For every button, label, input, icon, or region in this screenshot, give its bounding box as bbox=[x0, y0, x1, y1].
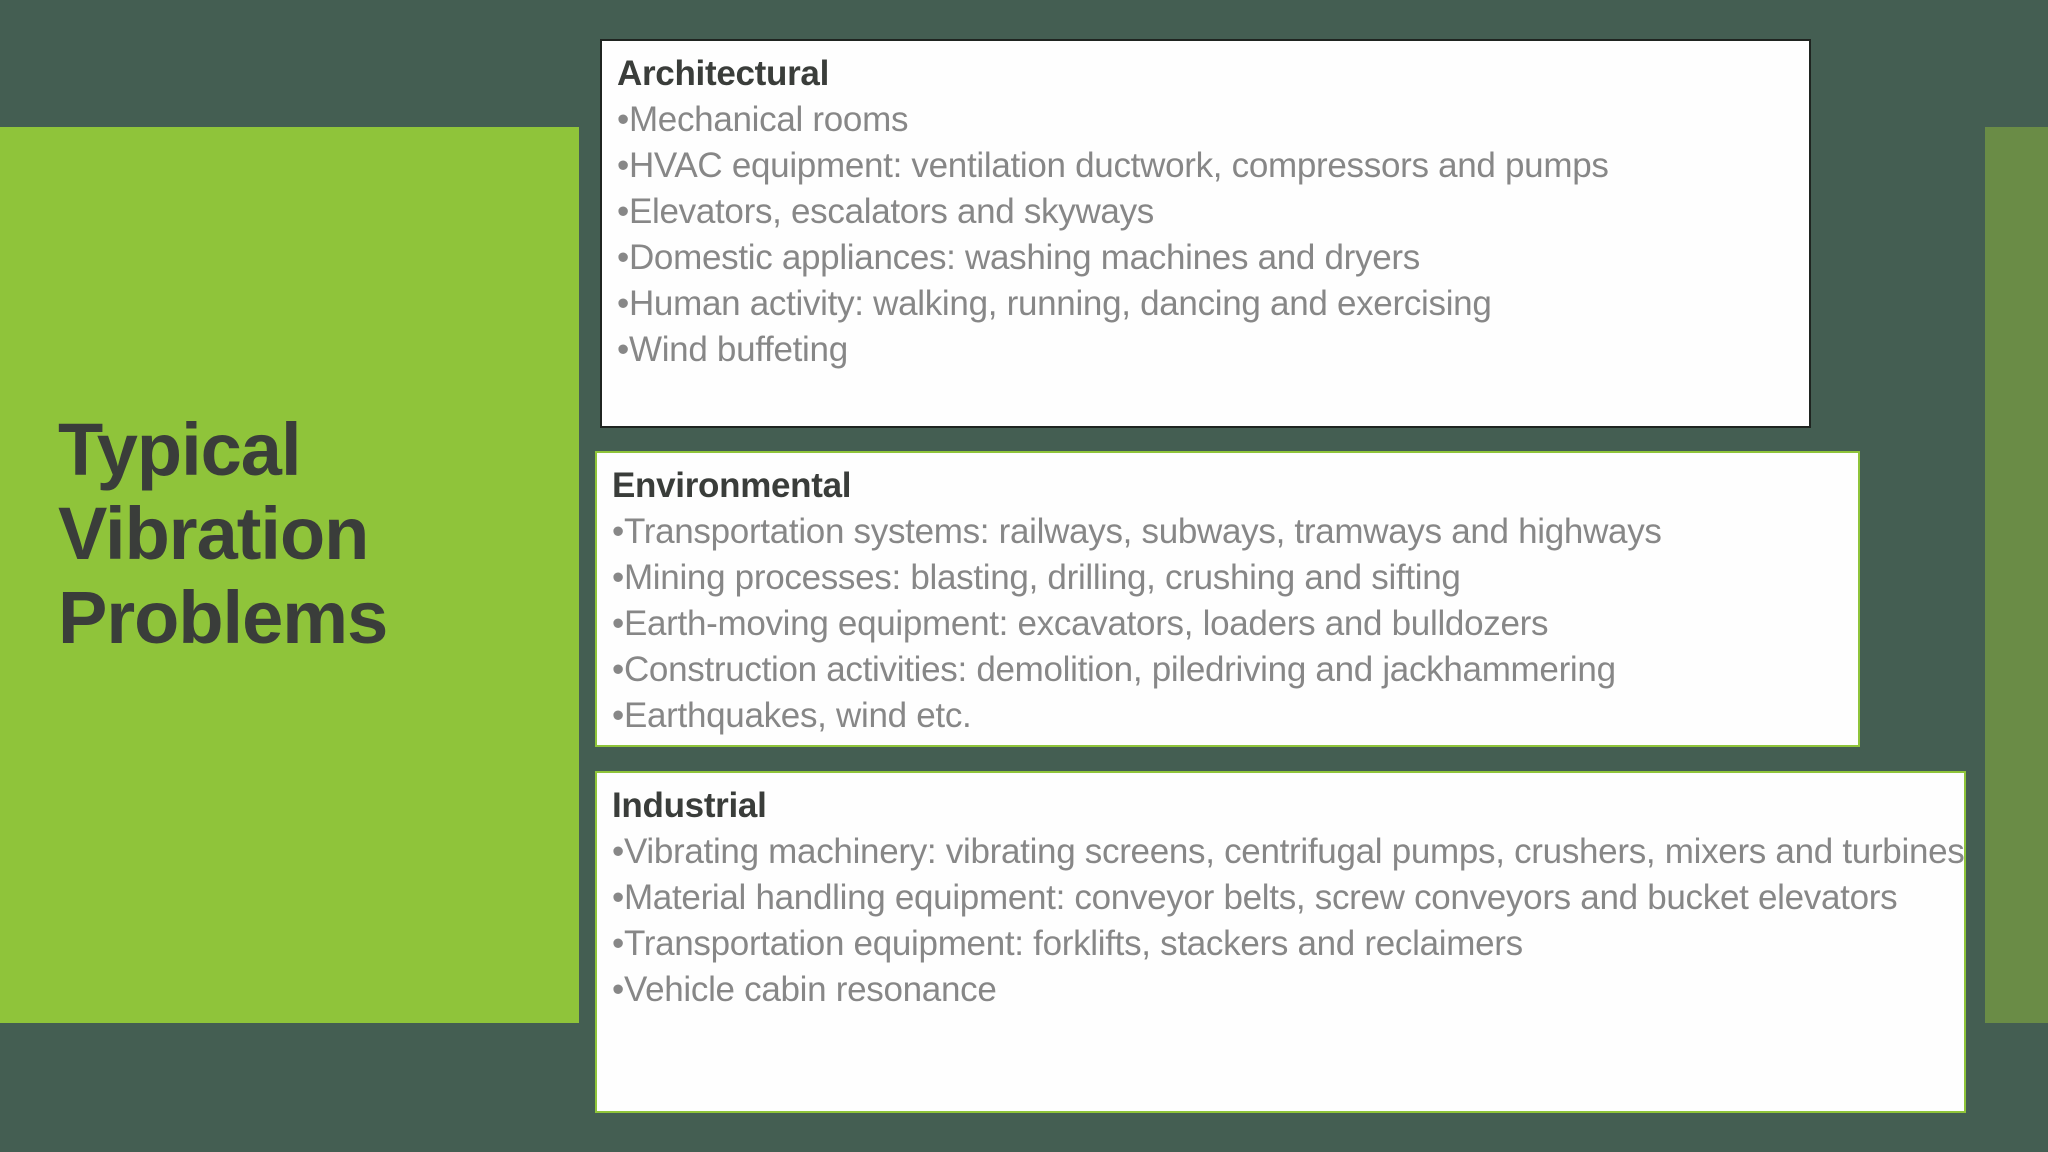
card-heading: Industrial bbox=[612, 786, 767, 825]
slide-title bbox=[58, 408, 538, 660]
slide-title-line: Problems bbox=[58, 576, 388, 659]
industrial-card bbox=[595, 771, 1966, 1113]
bullet-item: •Vibrating machinery: vibrating screens, centrifugal pumps, crushers, mixers and turbines bbox=[612, 832, 1965, 871]
bullet-item: •Earthquakes, wind etc. bbox=[612, 696, 972, 735]
bullet-item: •Domestic appliances: washing machines and dryers bbox=[617, 238, 1420, 277]
bullet-item: •Mining processes: blasting, drilling, crushing and sifting bbox=[612, 558, 1461, 597]
bullet-item: •Human activity: walking, running, dancing and exercising bbox=[617, 284, 1492, 323]
bullet-item: •Earth-moving equipment: excavators, loaders and bulldozers bbox=[612, 604, 1549, 643]
bullet-item: •Elevators, escalators and skyways bbox=[617, 192, 1155, 231]
bullet-list bbox=[617, 97, 1794, 373]
environmental-card bbox=[595, 451, 1860, 747]
bullet-item: •Construction activities: demolition, piledriving and jackhammering bbox=[612, 650, 1616, 689]
bullet-item: •Transportation equipment: forklifts, stackers and reclaimers bbox=[612, 924, 1523, 963]
bullet-item: •Material handling equipment: conveyor belts, screw conveyors and bucket elevators bbox=[612, 878, 1898, 917]
architectural-card bbox=[600, 39, 1811, 428]
card-heading: Architectural bbox=[617, 54, 829, 93]
decorative-right-strip bbox=[1985, 127, 2048, 1023]
bullet-item: •HVAC equipment: ventilation ductwork, compressors and pumps bbox=[617, 146, 1609, 185]
bullet-list bbox=[612, 829, 1965, 1013]
bullet-item: •Wind buffeting bbox=[617, 330, 848, 369]
card-heading: Environmental bbox=[612, 466, 852, 505]
slide-title-line: Typical bbox=[58, 408, 301, 491]
bullet-item: •Vehicle cabin resonance bbox=[612, 970, 997, 1009]
slide-title-line: Vibration bbox=[58, 492, 369, 575]
bullet-list bbox=[612, 509, 1843, 739]
bullet-item: •Mechanical rooms bbox=[617, 100, 909, 139]
bullet-item: •Transportation systems: railways, subways, tramways and highways bbox=[612, 512, 1662, 551]
